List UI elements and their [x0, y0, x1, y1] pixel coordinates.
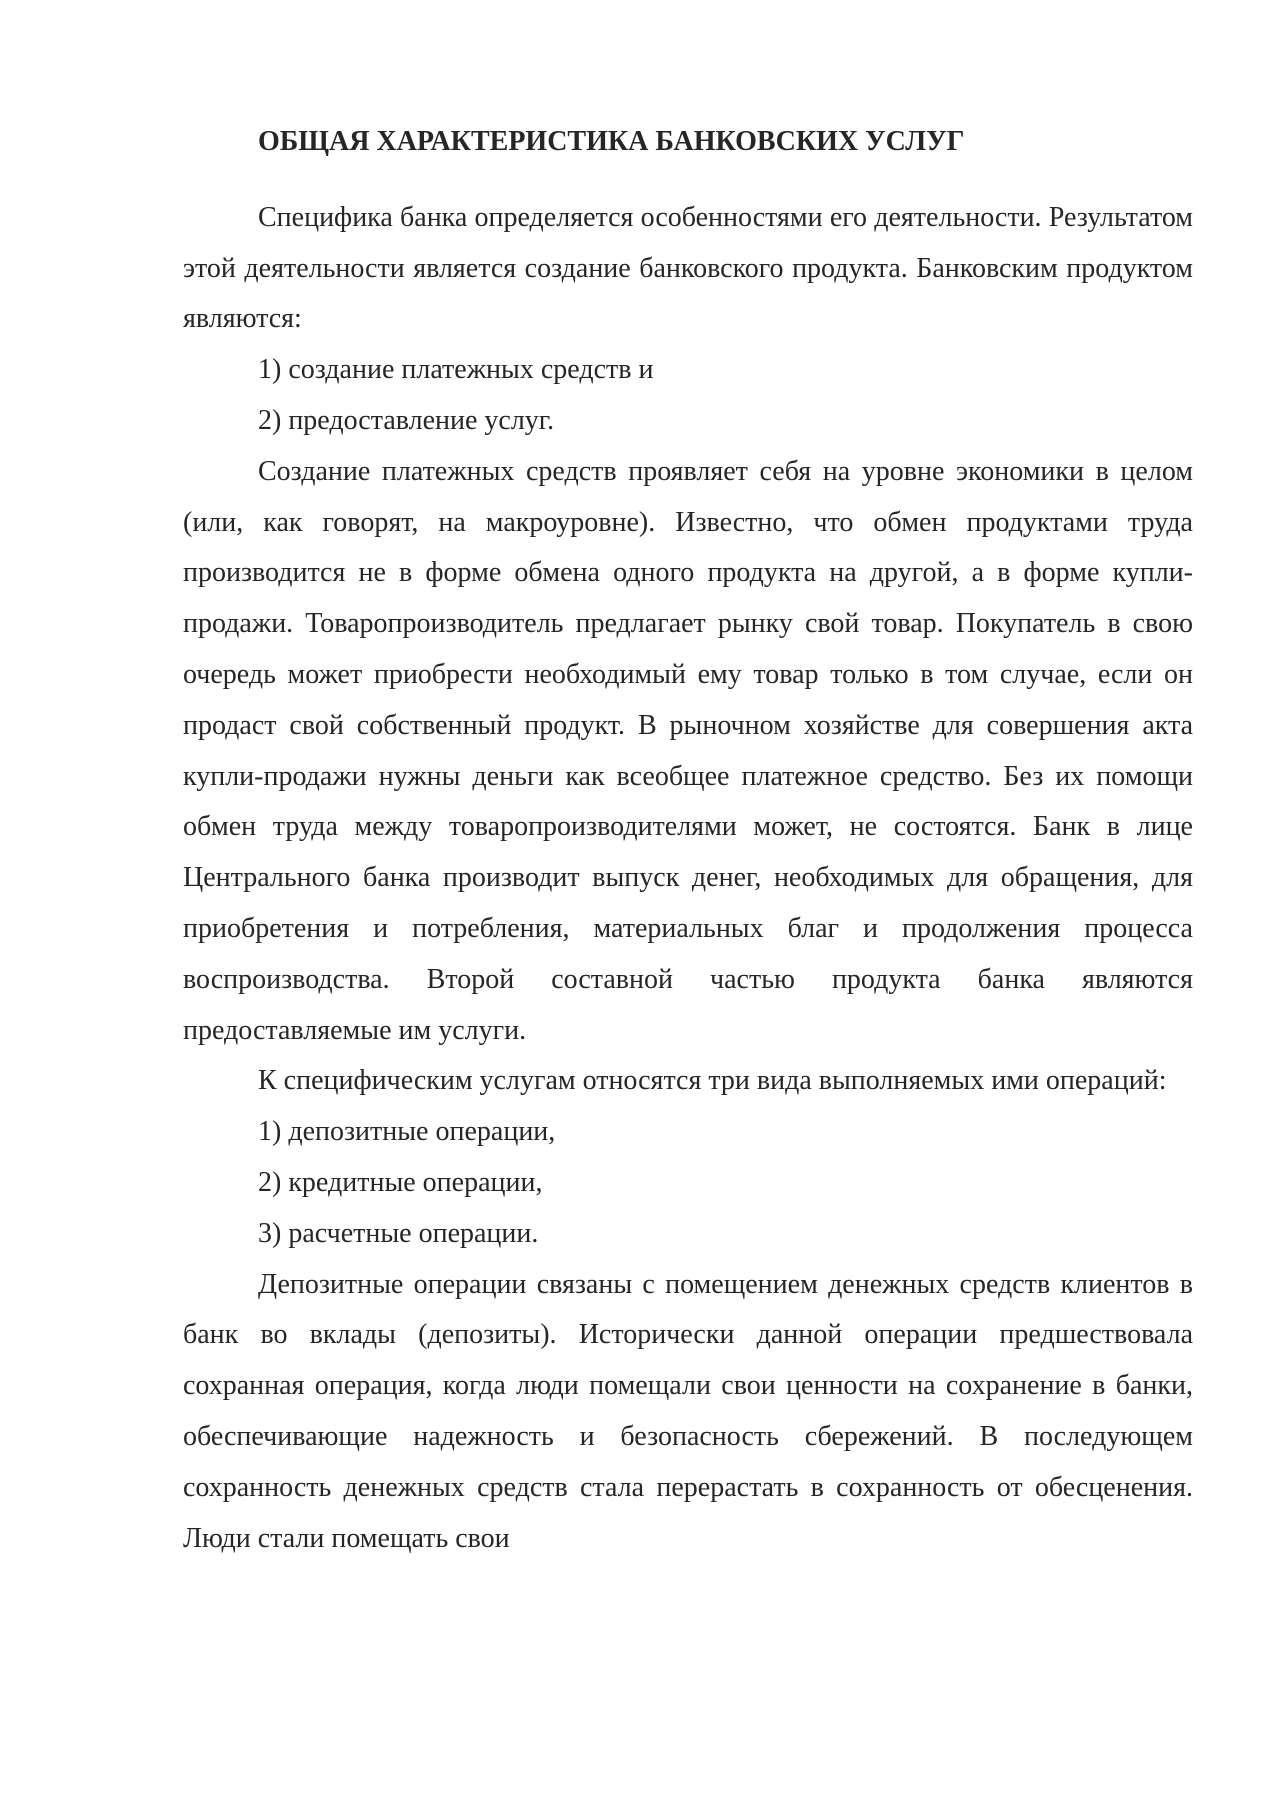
paragraph-specifics: Специфика банка определяется особенностями его деятельности. Результатом этой деятельности является создание банковского продукта. Банковским продуктом являются: — [183, 201, 1193, 335]
list-item-credit-operations: 2) кредитные операции, — [258, 1166, 543, 1198]
document-body — [183, 117, 1193, 1564]
paragraph-payment-means: Создание платежных средств проявляет себя на уровне экономики в целом (или, как говорят, на макроуровне). Известно, что обмен продуктами труда производится не в форме обмена одного продукта на другой, а в форме купли-продажи. Товаропроизводитель предлагает рынку свой товар. Покупатель в свою очередь может приобрести необходимый ему товар только в том случае, если он продаст свой собственный продукт. В рыночном хозяйстве для совершения акта купли-продажи нужны деньги как всеобщее платежное средство. Без их помощи обмен труда между товаропроизводителями может, не состоятся. Банк в лице Центрального банка производит выпуск денег, необходимых для обращения, для приобретения и потребления, материальных благ и продолжения процесса воспроизводства. Второй составной частью продукта банка являются предоставляемые им услуги. — [183, 455, 1193, 1046]
list-item-deposit-operations: 1) депозитные операции, — [258, 1116, 556, 1148]
list-item-payment-means: 1) создание платежных средств и — [258, 354, 654, 386]
list-item-settlement-operations: 3) расчетные операции. — [258, 1217, 539, 1249]
paragraph-deposit-operations: Депозитные операции связаны с помещением денежных средств клиентов в банк во вклады (депозиты). Исторически данной операции предшествовала сохранная операция, когда люди помещали свои ценности на сохранение в банки, обеспечивающие надежность и безопасность сбережений. В последующем сохранность денежных средств стала перерастать в сохранность от обесценения. Люди стали помещать свои — [183, 1268, 1193, 1554]
document-title: ОБЩАЯ ХАРАКТЕРИСТИКА БАНКОВСКИХ УСЛУГ — [258, 126, 965, 157]
list-item-services: 2) предоставление услуг. — [258, 404, 555, 436]
paragraph-specific-services: К специфическим услугам относятся три вида выполняемых ими операций: — [258, 1065, 1167, 1097]
